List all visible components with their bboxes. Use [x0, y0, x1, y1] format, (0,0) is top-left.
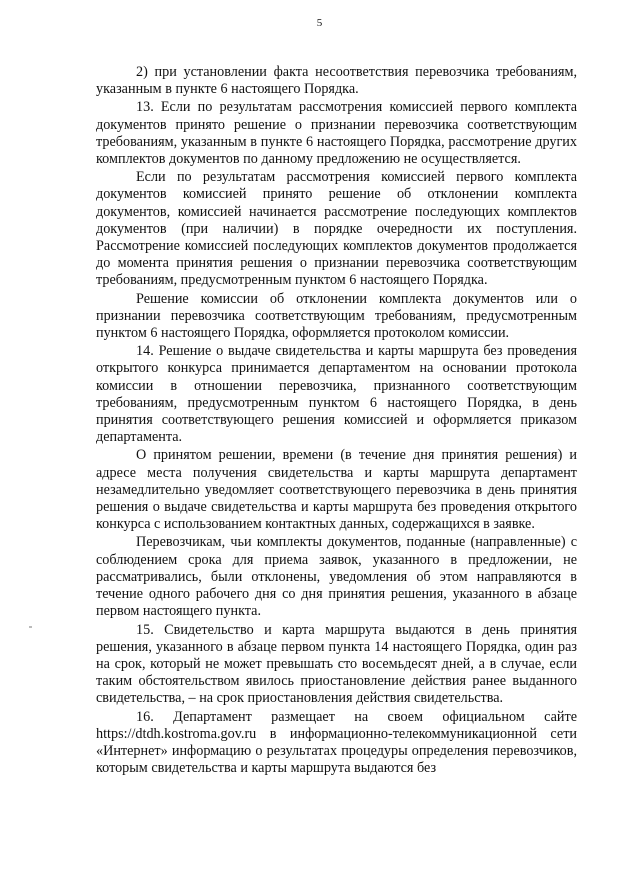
paragraph-item-15: 15. Свидетельство и карта маршрута выдаются в день принятия решения, указанного в абзаце первом пункта 14 настоящего Порядка, один раз на срок, который не может превышать сто восемьдесят дней, а в случае, если таким обстоятельством явилось приостановление действия ранее выданного свидетельства, – на срок приостановления действия свидетельства.: [96, 621, 577, 707]
page-number: 5: [316, 17, 323, 29]
paragraph-other-carriers: Перевозчикам, чьи комплекты документов, поданные (направленные) с соблюдением срока для приема заявок, указанного в предложении, не рассматривались, были отклонены, уведомления об этом направляются в течение одного рабочего дня со дня принятия решения, указанного в абзаце первом настоящего пункта.: [96, 534, 577, 620]
document-body: [96, 64, 577, 777]
paragraph-item-13: 13. Если по результатам рассмотрения комиссией первого комплекта документов принято решение о признании перевозчика соответствующим требованиям, указанным в пункте 6 настоящего Порядка, рассмотрение других комплектов документов по данному предложению не осуществляется.: [96, 99, 577, 168]
paragraph-commission-protocol: Решение комиссии об отклонении комплекта документов или о признании перевозчика соответствующим требованиям, предусмотренным пунктом 6 настоящего Порядка, оформляется протоколом комиссии.: [96, 290, 577, 342]
paragraph-clause-2: 2) при установлении факта несоответствия перевозчика требованиям, указанным в пункте 6 настоящего Порядка.: [96, 64, 577, 98]
paragraph-rejection-procedure: Если по результатам рассмотрения комиссией первого комплекта документов комиссией принято решение об отклонении комплекта документов, комиссией начинается рассмотрение последующих комплектов документов (при наличии) в порядке очередности их поступления. Рассмотрение комиссией последующих комплектов документов продолжается до момента принятия решения о признании перевозчика соответствующим требованиям, предусмотренным пунктом 6 настоящего Порядка.: [96, 169, 577, 289]
paragraph-item-14: 14. Решение о выдаче свидетельства и карты маршрута без проведения открытого конкурса принимается департаментом на основании протокола комиссии в отношении перевозчика, признанного соответствующим требованиям, предусмотренным пунктом 6 настоящего Порядка, в день принятия соответствующего решения комиссией и оформляется приказом департамента.: [96, 343, 577, 446]
margin-speck: [29, 626, 32, 628]
paragraph-notification: О принятом решении, времени (в течение дня принятия решения) и адресе места получения свидетельства и карты маршрута департамент незамедлительно уведомляет соответствующего перевозчика в день принятия решения о выдаче свидетельства и карты маршрута без проведения открытого конкурса с использованием контактных данных, содержащихся в заявке.: [96, 447, 577, 533]
paragraph-item-16: 16. Департамент размещает на своем официальном сайте https://dtdh.kostroma.gov.ru в информационно-телекоммуникационной сети «Интернет» информацию о результатах процедуры определения перевозчиков, которым свидетельства и карты маршрута выдаются без: [96, 708, 577, 777]
